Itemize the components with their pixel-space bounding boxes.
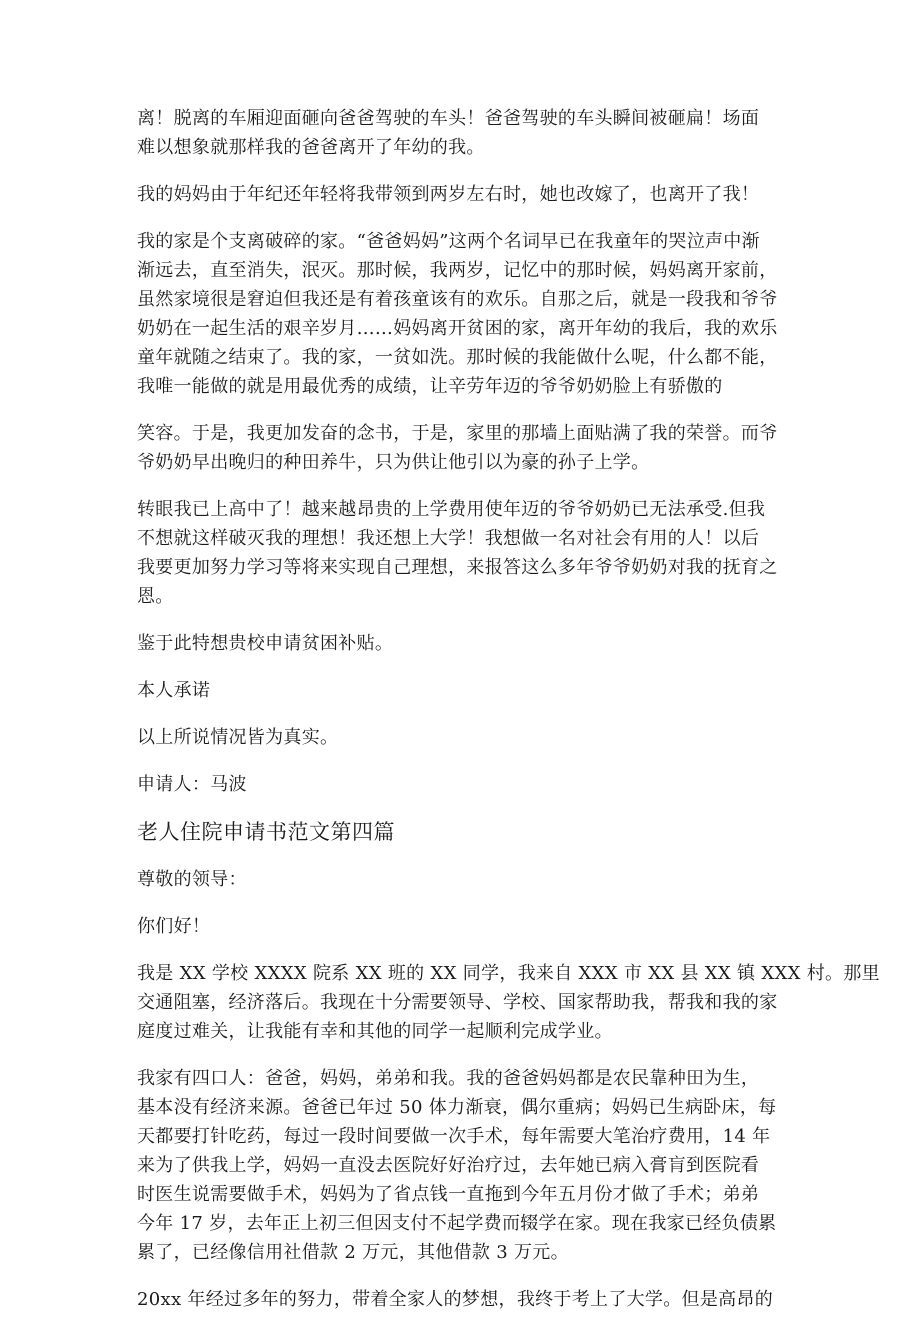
- section-heading: 老人住院申请书范文第四篇: [137, 820, 395, 844]
- text-line: 本人承诺: [137, 680, 211, 701]
- paragraph: [137, 1064, 777, 1267]
- paragraph: [137, 912, 777, 941]
- greeting: 你们好！: [137, 916, 211, 937]
- document-page: [137, 104, 880, 1332]
- paragraph: [137, 770, 777, 799]
- paragraph: [137, 419, 777, 477]
- text-line: 交通阻塞，经济落后。我现在十分需要领导、学校、国家帮助我，帮我和我的家: [137, 992, 778, 1013]
- text-line: 我是 XX 学校 XXXX 院系 XX 班的 XX 同学，我来自 XXX 市 XX 县 XX 镇 XXX 村。那里: [137, 963, 880, 984]
- text-line: 鉴于此特想贵校申请贫困补贴。: [137, 633, 394, 654]
- text-line: 爷奶奶早出晚归的种田养牛，只为供让他引以为豪的孙子上学。: [137, 452, 650, 473]
- paragraph: [137, 104, 777, 162]
- text-line: 累了，已经像信用社借款 2 万元，其他借款 3 万元。: [137, 1242, 569, 1263]
- text-line: 我的家是个支离破碎的家。“爸爸妈妈”这两个名词早已在我童年的哭泣声中渐: [137, 231, 760, 252]
- paragraph: [137, 629, 777, 658]
- text-line: 来为了供我上学，妈妈一直没去医院好好治疗过，去年她已病入膏肓到医院看: [137, 1155, 760, 1176]
- text-line: 笑容。于是，我更加发奋的念书，于是，家里的那墙上面贴满了我的荣誉。而爷: [137, 423, 778, 444]
- text-line: 庭度过难关，让我能有幸和其他的同学一起顺利完成学业。: [137, 1021, 613, 1042]
- text-line: 恩。: [137, 586, 174, 607]
- paragraph: [137, 865, 777, 894]
- paragraph: [137, 676, 777, 705]
- salutation: 尊敬的领导：: [137, 869, 247, 890]
- text-line: 我唯一能做的就是用最优秀的成绩，让辛劳年迈的爷爷奶奶脸上有骄傲的: [137, 376, 723, 397]
- text-line: 20xx 年经过多年的努力，带着全家人的梦想，我终于考上了大学。但是高昂的: [137, 1289, 774, 1310]
- paragraph: [137, 227, 777, 401]
- text-line: 渐远去，直至消失，泯灭。那时候，我两岁，记忆中的那时候，妈妈离开家前，: [137, 260, 778, 281]
- paragraph: [137, 180, 777, 209]
- paragraph: [137, 1285, 777, 1314]
- text-line: 今年 17 岁，去年正上初三但因支付不起学费而辍学在家。现在我家已经负债累: [137, 1213, 777, 1234]
- text-line: 转眼我已上高中了！越来越昂贵的上学费用使年迈的爷爷奶奶已无法承受.但我: [137, 499, 766, 520]
- paragraph: [137, 959, 880, 1046]
- text-line: 基本没有经济来源。爸爸已年过 50 体力渐衰，偶尔重病；妈妈已生病卧床，每: [137, 1097, 777, 1118]
- text-line: 不想就这样破灭我的理想！我还想上大学！我想做一名对社会有用的人！以后: [137, 528, 760, 549]
- text-line: 我要更加努力学习等将来实现自己理想，来报答这么多年爷爷奶奶对我的抚育之: [137, 557, 778, 578]
- text-line: 难以想象就那样我的爸爸离开了年幼的我。: [137, 137, 485, 158]
- text-line: 虽然家境很是窘迫但我还是有着孩童该有的欢乐。自那之后，就是一段我和爷爷: [137, 289, 778, 310]
- text-line: 奶奶在一起生活的艰辛岁月……妈妈离开贫困的家，离开年幼的我后，我的欢乐: [137, 318, 778, 339]
- paragraph: [137, 495, 777, 611]
- applicant-signature-line: 申请人：马波: [137, 774, 247, 795]
- text-line: 离！脱离的车厢迎面砸向爸爸驾驶的车头！爸爸驾驶的车头瞬间被砸扁！场面: [137, 108, 760, 129]
- text-line: 童年就随之结束了。我的家，一贫如洗。那时候的我能做什么呢，什么都不能，: [137, 347, 778, 368]
- paragraph: [137, 723, 777, 752]
- text-line: 时医生说需要做手术，妈妈为了省点钱一直拖到今年五月份才做了手术；弟弟: [137, 1184, 760, 1205]
- text-line: 天都要打针吃药，每过一段时间要做一次手术，每年需要大笔治疗费用，14 年: [137, 1126, 771, 1147]
- text-line: 我的妈妈由于年纪还年轻将我带领到两岁左右时，她也改嫁了，也离开了我！: [137, 184, 760, 205]
- text-line: 我家有四口人：爸爸，妈妈，弟弟和我。我的爸爸妈妈都是农民靠种田为生，: [137, 1068, 760, 1089]
- text-line: 以上所说情况皆为真实。: [137, 727, 339, 748]
